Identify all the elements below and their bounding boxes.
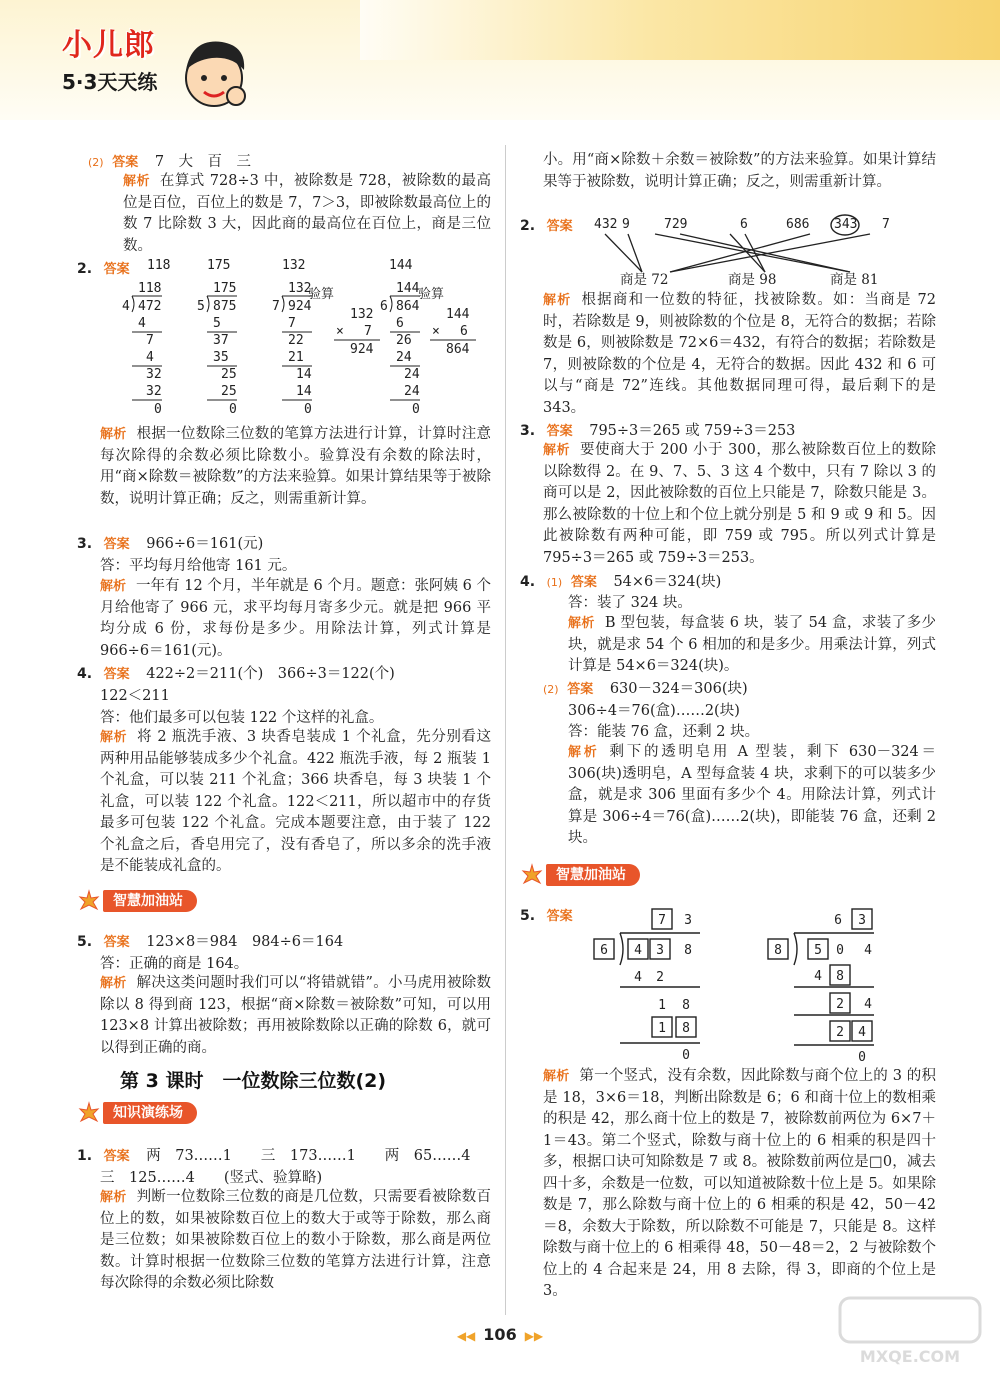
answer-text: 两 73……1 三 173……1 两 65……4 [146, 1148, 471, 1164]
q2-analysis [100, 424, 491, 510]
l1-answer-line2: 三 125……4 (竖式、验算略) [100, 1170, 323, 1186]
svg-text:0: 0 [858, 1050, 866, 1065]
check-label: 验算 [308, 287, 335, 302]
analysis-label: 解析 [568, 745, 600, 760]
next-arrow-icon: ▶▶ [524, 1329, 544, 1343]
q5-reply: 答：正确的商是 164。 [100, 956, 249, 972]
answer-label: 答案 [546, 424, 573, 439]
question-number: 5. [77, 934, 93, 950]
answer-label: 答案 [570, 575, 597, 590]
sub-label: (1) [546, 576, 563, 589]
r-q3-answer-row [520, 419, 795, 440]
sub-label: (2) [543, 683, 559, 696]
match-number: 9 [622, 217, 630, 232]
svg-text:25: 25 [221, 384, 237, 399]
answer-label: 答案 [103, 1149, 130, 1164]
svg-text:8: 8 [682, 1021, 690, 1036]
svg-text:864: 864 [396, 299, 420, 314]
svg-text:4: 4 [122, 299, 130, 314]
r-q5-answer-row [520, 905, 585, 924]
svg-text:2: 2 [836, 997, 844, 1012]
r-q3-analysis [543, 440, 936, 569]
header-band [360, 0, 1000, 60]
match-number: 729 [664, 217, 688, 232]
svg-text:132: 132 [350, 307, 374, 322]
answer-text: 966÷6＝161(元) [146, 536, 264, 552]
q2-answer-row [77, 258, 413, 277]
analysis-text: 根据一位数除三位数的笔算方法进行计算，计算时注意每次除得的余数必须比除数小。验算没有余数的除法时，用“商×除数＝被除数”的方法来验算。如果计算结果等于被除数，说明计算正确；反之，则需重新计算。 [100, 426, 491, 507]
section-banner [520, 862, 640, 888]
svg-text:1: 1 [658, 1021, 666, 1036]
brand-logo [62, 20, 292, 110]
match-number: 432 [594, 217, 618, 232]
r-q4b-answer-row [543, 677, 748, 698]
answer-text: 54×6＝324(块) [613, 574, 722, 590]
lesson-title: 第 3 课时 一位数除三位数(2) [120, 1070, 387, 1092]
analysis-label: 解析 [568, 616, 595, 631]
match-label: 商是 72 [620, 272, 669, 288]
analysis-text: 将 2 瓶洗手液、3 块香皂装成 1 个礼盒，先分别看这两种用品能够装成多少个礼盒。422 瓶洗手液，每 2 瓶装 1 个礼盒，可以装 211 个礼盒；366 块香皂，每 3 块装 1 个礼盒，可以装 122 个礼盒。122＜211，所以超市中的存货最多可包装 122 个礼盒。完成本题要注意，由于装了 122 个礼盒之后，香皂用完了，没有香皂了，所以多余的洗手液是不能装成礼盒的。 [100, 729, 491, 874]
check-label: 验算 [418, 287, 445, 302]
svg-text:3: 3 [858, 913, 866, 928]
q3-analysis [100, 576, 491, 662]
match-number: 6 [740, 217, 748, 232]
analysis-label: 解析 [543, 293, 572, 308]
banner-label: 知识演练场 [103, 1102, 197, 1124]
svg-text:924: 924 [350, 342, 374, 357]
q4-answer-row [77, 662, 395, 683]
svg-text:4: 4 [146, 350, 154, 365]
svg-text:14: 14 [296, 367, 312, 382]
svg-text:8: 8 [774, 943, 782, 958]
analysis-text: 一年有 12 个月，半年就是 6 个月。题意：张阿姨 6 个月给他寄了 966 元，求平均每月寄多少元。就是把 966 平均分成 6 份，求每份是多少。用除法计算，列式计算是 966÷6＝161(元)。 [100, 578, 491, 659]
division-1 [122, 281, 162, 417]
answer-label: 答案 [546, 909, 573, 924]
analysis-label: 解析 [100, 730, 128, 745]
prev-arrow-icon: ◀◀ [456, 1329, 476, 1343]
banner-label: 智慧加油站 [546, 864, 640, 886]
svg-text:24: 24 [404, 384, 420, 399]
answer-value: 175 [207, 258, 231, 273]
answer-text: 795÷3＝265 或 759÷3＝253 [589, 423, 796, 439]
svg-text:7: 7 [272, 299, 280, 314]
svg-text:7: 7 [364, 324, 372, 339]
q4-reply: 答：他们最多可以包装 122 个这样的礼盒。 [100, 710, 384, 726]
svg-text:24: 24 [404, 367, 420, 382]
section-banner [77, 1100, 197, 1126]
answer-value: 118 [147, 258, 171, 273]
svg-text:4: 4 [138, 316, 146, 331]
q3-reply: 答：平均每月给他寄 161 元。 [100, 558, 297, 574]
column-divider [505, 145, 506, 1315]
q1b-answer-row [88, 150, 251, 171]
answer-value: 144 [389, 258, 413, 273]
question-number: 2. [77, 261, 93, 277]
page-number: 106 [483, 1325, 517, 1344]
svg-text:144: 144 [396, 281, 420, 296]
answer-label: 答案 [112, 155, 139, 170]
answer-text: 7 大 百 三 [154, 154, 252, 170]
svg-text:6: 6 [834, 913, 842, 928]
question-number: 4. [520, 574, 536, 590]
svg-text:7: 7 [658, 913, 666, 928]
svg-text:875: 875 [213, 299, 237, 314]
match-label: 商是 81 [830, 272, 879, 288]
answer-value: 132 [282, 258, 306, 273]
svg-text:4: 4 [634, 943, 642, 958]
svg-text:5: 5 [197, 299, 205, 314]
match-label: 商是 98 [728, 272, 777, 288]
question-number: 4. [77, 666, 93, 682]
analysis-label: 解析 [100, 427, 127, 442]
analysis-label: 解析 [123, 174, 150, 189]
star-burst-icon [77, 889, 101, 913]
svg-text:×: × [432, 324, 440, 339]
svg-text:924: 924 [288, 299, 312, 314]
analysis-text: 剩下的透明皂用 A 型装，剩下 630－324＝306(块)透明皂，A 型每盒装 4 块，求剩下的可以装多少盒，就是求 306 里面有多少个 4。用除法计算，列式计算是 306÷4＝76(盒)……2(块)，即能装 76 盒，还剩 2 块。 [568, 744, 936, 846]
answer-label: 答案 [103, 667, 130, 682]
banner-label: 智慧加油站 [103, 890, 197, 912]
svg-text:0: 0 [154, 402, 162, 417]
analysis-text: 在算式 728÷3 中，被除数是 728，被除数的最高位是百位，百位上的数是 7，7＞3，即被除数最高位上的数 7 比除数 3 大，因此商的最高位在百位上，商是三位数。 [123, 173, 491, 254]
svg-text:32: 32 [146, 367, 162, 382]
l1-analysis [100, 1187, 491, 1295]
svg-text:22: 22 [288, 333, 304, 348]
svg-text:14: 14 [296, 384, 312, 399]
svg-text:8: 8 [684, 943, 692, 958]
svg-text:132: 132 [288, 281, 312, 296]
svg-text:6: 6 [460, 324, 468, 339]
question-number: 1. [77, 1148, 93, 1164]
svg-text:37: 37 [213, 333, 229, 348]
match-number: 343 [834, 217, 858, 232]
r-q4a-analysis [568, 613, 936, 678]
svg-text:4: 4 [864, 943, 872, 958]
svg-text:4: 4 [634, 970, 642, 985]
svg-text:2: 2 [656, 970, 664, 985]
q5-analysis [100, 973, 491, 1059]
answer-label: 答案 [103, 935, 130, 950]
l1-answer-row [77, 1144, 471, 1165]
answer-label: 答案 [546, 219, 573, 234]
question-number: 2. [520, 218, 536, 234]
r-q4a-answer-row [520, 570, 721, 591]
answer-text: 630－324＝306(块) [609, 681, 748, 697]
svg-text:5: 5 [814, 943, 822, 958]
analysis-label: 解析 [543, 443, 571, 458]
svg-text:×: × [336, 324, 344, 339]
watermark-logo [830, 1290, 990, 1370]
match-number: 686 [786, 217, 810, 232]
svg-text:25: 25 [221, 367, 237, 382]
mascot-icon [172, 30, 257, 115]
svg-text:1: 1 [658, 998, 666, 1013]
star-burst-icon [520, 863, 544, 887]
svg-text:3: 3 [684, 913, 692, 928]
analysis-label: 解析 [100, 1190, 127, 1205]
answer-text: 123×8＝984 984÷6＝164 [146, 934, 344, 950]
r-q4b-analysis [568, 742, 936, 850]
svg-text:8: 8 [682, 998, 690, 1013]
answer-text: 422÷2＝211(个) 366÷3＝122(个) [146, 666, 395, 682]
analysis-text: 第一个竖式，没有余数，因此除数与商个位上的 3 的积是 18，3×6＝18，判断出除数是 6；6 和商十位上的数相乘的积是 42，那么商十位上的数是 7，被除数前两位为 6×7＋1＝43。第二个竖式，除数与商十位上的 6 相乘的积是四十多，根据口诀可知除数是 7 或 8。被除数前两位是□0，减去四十多，余数是一位数，可以知道被除数十位上是 5。如果除数是 7，那么除数与商十位上的 6 相乘的积是 42，50－42＝8，余数大于除数，所以除数不可能是 7，只能是 8。这样除数与商十位上的 6 相乘得 48，50－48＝2，2 与被除数个位上的 4 合起来是 24，用 8 去除，得 3，即商的个位上是 3。 [543, 1068, 936, 1299]
r-q2-analysis [543, 290, 936, 419]
r-q4b-reply: 答：能装 76 盒，还剩 2 块。 [568, 724, 760, 740]
svg-text:0: 0 [412, 402, 420, 417]
r-q4a-reply: 答：装了 324 块。 [568, 595, 692, 611]
svg-text:0: 0 [682, 1048, 690, 1063]
svg-text:175: 175 [213, 281, 237, 296]
svg-text:MXQE.COM: MXQE.COM [859, 1347, 961, 1366]
svg-text:6: 6 [396, 316, 404, 331]
analysis-text: B 型包装，每盒装 6 块，装了 54 盒，求装了多少块，就是求 54 个 6 相加的和是多少。用乘法计算，列式计算是 54×6＝324(块)。 [568, 615, 936, 674]
logo-subtitle: 5·3天天练 [62, 70, 158, 94]
answer-label: 答案 [103, 262, 130, 277]
svg-text:8: 8 [836, 969, 844, 984]
svg-text:5: 5 [213, 316, 221, 331]
q1b-analysis [123, 171, 491, 257]
analysis-text: 解决这类问题时我们可以“将错就错”。小马虎用被除数除以 8 得到商 123，根据“商×除数＝被除数”可知，可以用 123×8 计算出被除数；再用被除数除以正确的除数 6，就可以得到正确的商。 [100, 975, 491, 1056]
svg-text:7: 7 [288, 316, 296, 331]
svg-text:26: 26 [396, 333, 412, 348]
division-puzzle-figure [590, 905, 920, 1065]
svg-text:2: 2 [836, 1025, 844, 1040]
svg-text:0: 0 [304, 402, 312, 417]
svg-text:3: 3 [656, 943, 664, 958]
star-burst-icon [77, 1101, 101, 1125]
analysis-text: 要使商大于 200 小于 300，那么被除数百位上的数除以除数得 2。在 9、7、5、3 这 4 个数中，只有 7 除以 3 的商可以是 2，因此被除数的百位上只能是 7，除数只能是 3。那么被除数的十位上和个位上就分别是 5 和 9 或 9 和 5。因此被除数有两种可能，即 759 或 795。所以列式计算是 795÷3＝265 或 759÷3＝253。 [543, 442, 936, 566]
r-q5-analysis [543, 1066, 936, 1303]
svg-text:864: 864 [446, 342, 470, 357]
continued-text: 小。用“商×除数＋余数＝被除数”的方法来验算。如果计算结果等于被除数，说明计算正确；反之，则需重新计算。 [543, 152, 936, 190]
analysis-label: 解析 [100, 976, 127, 991]
analysis-label: 解析 [543, 1069, 570, 1084]
svg-text:144: 144 [446, 307, 470, 322]
svg-text:0: 0 [836, 943, 844, 958]
q5-answer-row [77, 930, 343, 951]
analysis-label: 解析 [100, 579, 127, 594]
svg-text:32: 32 [146, 384, 162, 399]
svg-text:21: 21 [288, 350, 304, 365]
q3-answer-row [77, 532, 263, 553]
svg-text:4: 4 [864, 997, 872, 1012]
section-banner [77, 888, 197, 914]
question-number: 3. [520, 423, 536, 439]
svg-text:7: 7 [146, 333, 154, 348]
answer-label: 答案 [567, 682, 594, 697]
analysis-text: 根据商和一位数的特征，找被除数。如：当商是 72 时，若除数是 9，则被除数的个位是 8，无符合的数据；若除数是 6，则被除数是 72×6＝432，有符合的数据；若除数是 7，则被除数的个位是 4，无符合的数据。因此 432 和 6 可以与“商是 72”连线。其他数据同理可得，最后剩下的是 343。 [543, 292, 936, 416]
sub-label: (2) [88, 156, 104, 169]
svg-text:4: 4 [814, 969, 822, 984]
svg-text:0: 0 [229, 402, 237, 417]
svg-text:24: 24 [396, 350, 412, 365]
svg-text:6: 6 [600, 943, 608, 958]
q4-analysis [100, 727, 491, 878]
q4-compare: 122＜211 [100, 688, 170, 704]
match-number: 7 [882, 217, 890, 232]
svg-text:4: 4 [858, 1025, 866, 1040]
r-q4b-eq2: 306÷4＝76(盒)……2(块) [568, 703, 740, 719]
division-2 [197, 281, 237, 417]
logo-title: 小儿郎 [62, 28, 155, 63]
svg-text:6: 6 [380, 299, 388, 314]
question-number: 5. [520, 908, 536, 924]
svg-text:472: 472 [138, 299, 162, 314]
answer-label: 答案 [103, 537, 130, 552]
question-number: 3. [77, 536, 93, 552]
analysis-text: 判断一位数除三位数的商是几位数，只需要看被除数百位上的数，如果被除数百位上的数大于或等于除数，那么商是三位数；如果被除数百位上的数小于除数，那么商是两位数。计算时根据一位数除三位数的笔算方法进行计算，注意每次除得的余数必须比除数 [100, 1189, 491, 1291]
page-header [0, 0, 1000, 120]
svg-text:35: 35 [213, 350, 229, 365]
svg-text:118: 118 [138, 281, 162, 296]
r-q2-answer-row [520, 215, 585, 234]
